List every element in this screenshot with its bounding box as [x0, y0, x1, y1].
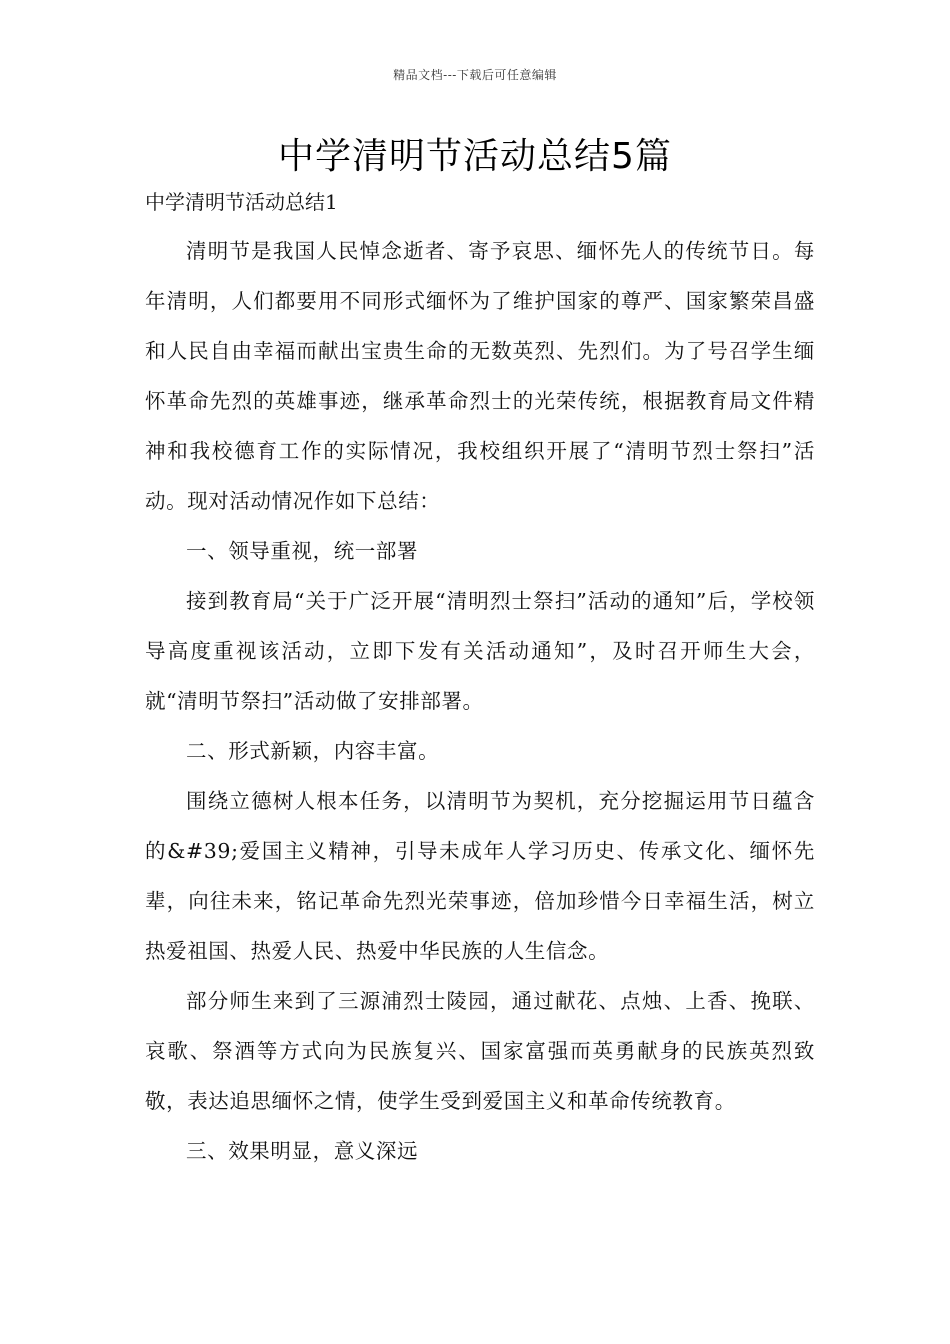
document-title: 中学清明节活动总结5篇	[278, 136, 672, 177]
section-subtitle: 中学清明节活动总结1	[145, 190, 338, 214]
paragraph-theme: 围绕立德树人根本任务，以清明节为契机，充分挖掘运用节日蕴含的&#39;爱国主义精神，引导未成年人学习历史、传承文化、缅怀先辈，向往未来，铭记革命先烈光荣事迹，倍加珍惜今日幸福生活，树立热爱祖国、热爱人民、热爱中华民族的人生信念。	[145, 789, 815, 963]
section-heading-3: 三、效果明显，意义深远	[186, 1139, 419, 1163]
header-note: 精品文档---下载后可任意编辑	[393, 68, 557, 82]
paragraph-intro: 清明节是我国人民悼念逝者、寄予哀思、缅怀先人的传统节日。每年清明，人们都要用不同形式缅怀为了维护国家的尊严、国家繁荣昌盛和人民自由幸福而献出宝贵生命的无数英烈、先烈们。为了号召学生缅怀革命先烈的英雄事迹，继承革命烈士的光荣传统，根据教育局文件精神和我校德育工作的实际情况，我校组织开展了“清明节烈士祭扫”活动。现对活动情况作如下总结：	[145, 239, 815, 513]
section-heading-1: 一、领导重视，统一部署	[186, 539, 419, 563]
paragraph-cemetery-visit: 部分师生来到了三源浦烈士陵园，通过献花、点烛、上香、挽联、哀歌、祭酒等方式向为民族复兴、国家富强而英勇献身的民族英烈致敬，表达追思缅怀之情，使学生受到爱国主义和革命传统教育。	[145, 989, 815, 1113]
paragraph-notice: 接到教育局“关于广泛开展“清明烈士祭扫”活动的通知”后，学校领导高度重视该活动，立即下发有关活动通知”，及时召开师生大会，就“清明节祭扫”活动做了安排部署。	[145, 589, 815, 713]
section-heading-2: 二、形式新颖，内容丰富。	[186, 739, 440, 763]
document-body	[145, 226, 815, 1176]
